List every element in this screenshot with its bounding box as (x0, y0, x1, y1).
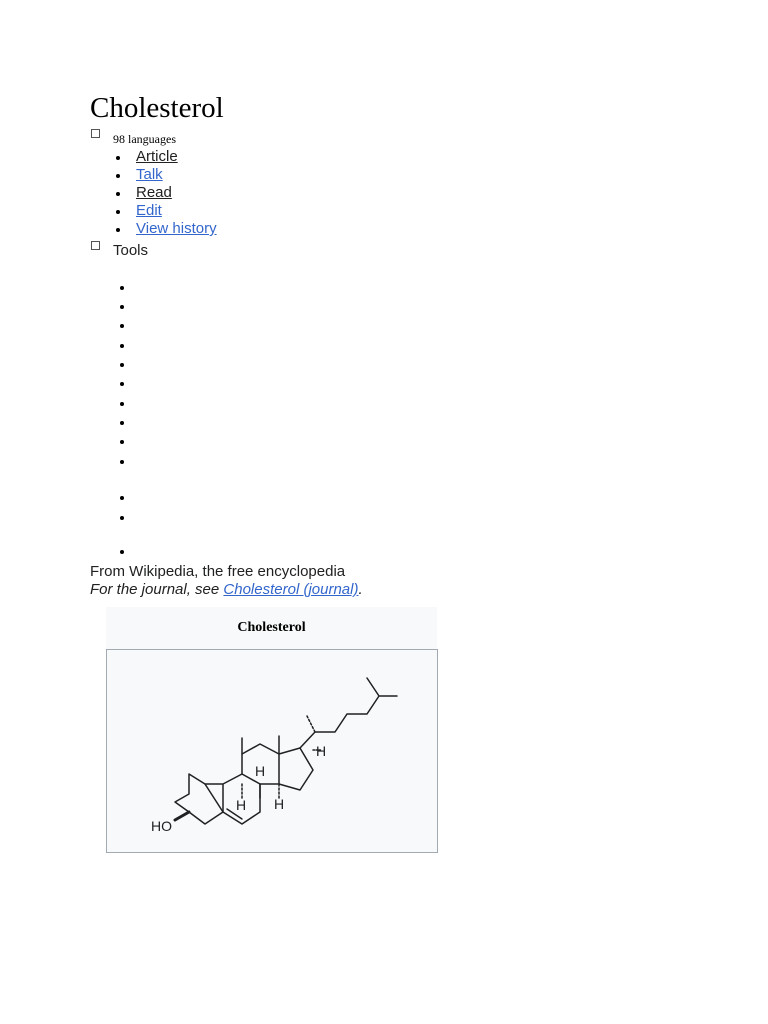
languages-label[interactable]: 98 languages (113, 132, 176, 146)
tab-article-link[interactable]: Article (136, 148, 178, 165)
hydrogen-label: H (274, 796, 285, 812)
hatnote (90, 581, 363, 599)
tools-list-item[interactable] (120, 363, 124, 367)
hydrogen-label: H (236, 797, 247, 813)
hatnote-suffix: . (358, 581, 363, 598)
tab-view-history[interactable] (113, 220, 217, 238)
tab-talk[interactable] (113, 166, 217, 184)
tools-list-item[interactable] (120, 402, 124, 406)
tab-article[interactable] (113, 148, 217, 166)
tools-list-item[interactable] (120, 440, 124, 444)
languages-checkbox[interactable] (91, 129, 100, 138)
tab-read[interactable] (113, 184, 217, 202)
tools-label[interactable]: Tools (113, 242, 149, 259)
tab-edit-link[interactable]: Edit (136, 202, 162, 219)
page-title: Cholesterol (90, 92, 224, 124)
tools-list-item[interactable] (120, 382, 124, 386)
infobox-structure-image[interactable] (106, 649, 438, 853)
tools-checkbox[interactable] (91, 241, 100, 250)
tools-list-item[interactable] (120, 286, 124, 290)
tab-talk-link[interactable]: Talk (136, 166, 163, 183)
hatnote-link[interactable]: Cholesterol (journal) (223, 581, 359, 598)
tab-view-history-link[interactable]: View history (136, 220, 217, 237)
hydroxyl-label: HO (151, 818, 172, 834)
hatnote-prefix: For the journal, see (90, 581, 224, 598)
hydrogen-label: H (255, 763, 266, 779)
cholesterol-structure-icon (107, 650, 439, 854)
tools-list-item[interactable] (120, 344, 124, 348)
tools-list-item[interactable] (120, 496, 124, 500)
hydrogen-label: H (316, 743, 327, 759)
tools-list-item[interactable] (120, 460, 124, 464)
tools-list-item[interactable] (120, 516, 124, 520)
tools-list-item[interactable] (120, 305, 124, 309)
tools-list-item[interactable] (120, 421, 124, 425)
page-tabs (113, 148, 217, 238)
tab-read-link[interactable]: Read (136, 184, 172, 201)
site-tagline: From Wikipedia, the free encyclopedia (90, 563, 346, 580)
tab-edit[interactable] (113, 202, 217, 220)
tools-list-item[interactable] (120, 550, 124, 554)
infobox-caption: Cholesterol (106, 607, 437, 649)
tools-list-item[interactable] (120, 324, 124, 328)
